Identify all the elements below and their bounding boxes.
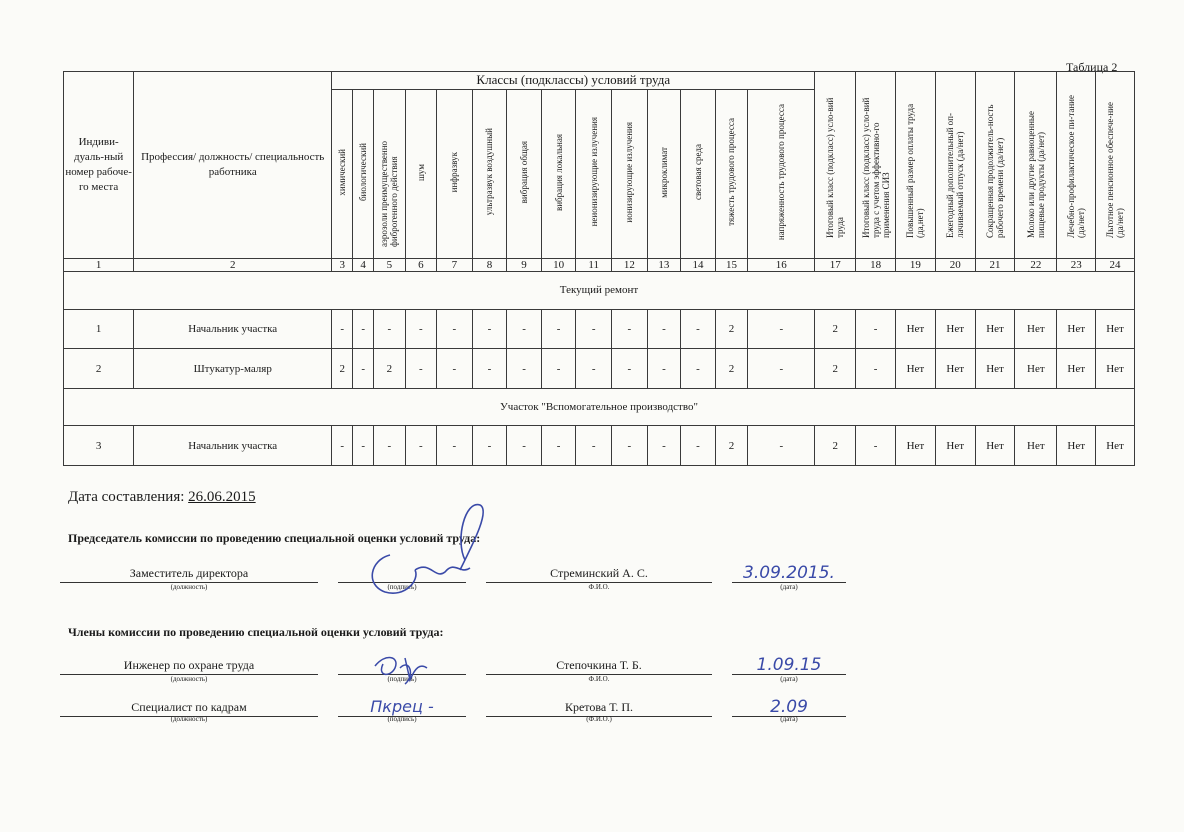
signature-caption: (подпись) bbox=[387, 583, 417, 591]
table-cell: 2 bbox=[332, 349, 353, 389]
table-cell: - bbox=[374, 426, 405, 466]
table-cell: Нет bbox=[1015, 349, 1057, 389]
header-factor: микроклимат bbox=[647, 89, 681, 258]
column-number: 23 bbox=[1057, 258, 1096, 272]
table-cell: 3 bbox=[64, 426, 134, 466]
table-cell: - bbox=[353, 309, 374, 349]
header-factor: аэрозоли преимущественно фиброгенного действия bbox=[374, 89, 405, 258]
table-cell: - bbox=[576, 309, 612, 349]
table-cell: - bbox=[748, 309, 815, 349]
table-row bbox=[64, 426, 1135, 466]
table-cell: Начальник участка bbox=[134, 309, 332, 349]
column-number: 7 bbox=[437, 258, 473, 272]
header-extra-18: Итоговый класс (подкласс) усло-вий труда с учетом эффективно-го применения СИЗ bbox=[856, 72, 896, 259]
compilation-date: Дата составления: 26.06.2015 bbox=[68, 489, 256, 505]
member-date: 1.09.15 bbox=[732, 656, 846, 675]
table-cell: Начальник участка bbox=[134, 426, 332, 466]
header-factor: шум bbox=[405, 89, 436, 258]
date-caption: (дата) bbox=[780, 583, 798, 591]
table-cell: - bbox=[353, 426, 374, 466]
table-cell: - bbox=[472, 349, 507, 389]
section-title: Текущий ремонт bbox=[64, 272, 1135, 310]
table-cell: - bbox=[332, 426, 353, 466]
header-factor: тяжесть трудового процесса bbox=[715, 89, 747, 258]
table-cell: - bbox=[681, 349, 716, 389]
column-number: 9 bbox=[507, 258, 542, 272]
table-cell: Нет bbox=[1096, 309, 1135, 349]
member-position: Инженер по охране труда bbox=[60, 656, 318, 675]
column-number: 1 bbox=[64, 258, 134, 272]
section-row bbox=[64, 272, 1135, 310]
column-number: 19 bbox=[895, 258, 935, 272]
member-name: Кретова Т. П. bbox=[486, 698, 712, 717]
table-cell: - bbox=[405, 426, 436, 466]
date-caption: (дата) bbox=[780, 675, 798, 683]
table-cell: Штукатур-маляр bbox=[134, 349, 332, 389]
table-cell: Нет bbox=[975, 309, 1015, 349]
table-cell: 2 bbox=[715, 426, 747, 466]
table-cell: - bbox=[748, 349, 815, 389]
table-cell: - bbox=[856, 349, 896, 389]
table-cell: - bbox=[541, 426, 576, 466]
column-number: 2 bbox=[134, 258, 332, 272]
table-row bbox=[64, 349, 1135, 389]
column-number: 3 bbox=[332, 258, 353, 272]
name-caption: Ф.И.О. bbox=[588, 675, 610, 683]
column-number: 24 bbox=[1096, 258, 1135, 272]
table-cell: - bbox=[576, 349, 612, 389]
table-cell: - bbox=[374, 309, 405, 349]
column-number: 10 bbox=[541, 258, 576, 272]
name-caption: Ф.И.О. bbox=[588, 583, 610, 591]
table-cell: - bbox=[472, 426, 507, 466]
member-signature-row bbox=[60, 698, 860, 732]
column-number-row bbox=[64, 258, 1135, 272]
header-extra-21: Сокращенная продолжитель-ность рабочего времени (да/нет) bbox=[975, 72, 1015, 259]
column-number: 11 bbox=[576, 258, 612, 272]
column-number: 22 bbox=[1015, 258, 1057, 272]
table-cell: - bbox=[507, 426, 542, 466]
header-workplace-number: Индиви-дуаль-ный номер рабоче-го места bbox=[64, 72, 134, 259]
position-caption: (должность) bbox=[170, 675, 208, 683]
table-cell: - bbox=[405, 309, 436, 349]
section-title: Участок "Вспомогательное производство" bbox=[64, 388, 1135, 426]
position-caption: (должность) bbox=[170, 715, 208, 723]
signature-caption: (подпись) bbox=[387, 675, 417, 683]
column-number: 16 bbox=[748, 258, 815, 272]
table-cell: - bbox=[541, 349, 576, 389]
table-cell: - bbox=[748, 426, 815, 466]
column-number: 4 bbox=[353, 258, 374, 272]
header-factor: ионизирующие излучения bbox=[612, 89, 648, 258]
member-position: Специалист по кадрам bbox=[60, 698, 318, 717]
member-signature-row bbox=[60, 656, 860, 690]
header-profession: Профессия/ должность/ специальность работника bbox=[134, 72, 332, 259]
date-caption: (дата) bbox=[780, 715, 798, 723]
header-factor: биологический bbox=[353, 89, 374, 258]
header-factor: вибрация локальная bbox=[541, 89, 576, 258]
table-cell: 2 bbox=[715, 349, 747, 389]
column-number: 20 bbox=[935, 258, 975, 272]
member-name: Степочкина Т. Б. bbox=[486, 656, 712, 675]
table-cell: - bbox=[612, 309, 648, 349]
column-number: 14 bbox=[681, 258, 716, 272]
table-cell: - bbox=[332, 309, 353, 349]
header-factor: инфразвук bbox=[437, 89, 473, 258]
table-cell: - bbox=[437, 309, 473, 349]
member-signature-scribble bbox=[365, 648, 435, 688]
table-cell: - bbox=[681, 309, 716, 349]
position-caption: (должность) bbox=[170, 583, 208, 591]
signature-caption: (подпись) bbox=[387, 715, 417, 723]
table-cell: - bbox=[507, 309, 542, 349]
member-date: 2.09 bbox=[732, 698, 846, 717]
table-cell: - bbox=[856, 309, 896, 349]
column-number: 17 bbox=[815, 258, 856, 272]
table-cell: - bbox=[612, 426, 648, 466]
section-row bbox=[64, 388, 1135, 426]
table-cell: - bbox=[576, 426, 612, 466]
table-caption: Таблица 2 bbox=[1066, 60, 1118, 74]
table-cell: - bbox=[612, 349, 648, 389]
table-cell: - bbox=[353, 349, 374, 389]
header-extra-19: Повышенный размер оплаты труда (да,нет) bbox=[895, 72, 935, 259]
table-cell: 2 bbox=[374, 349, 405, 389]
chair-title: Председатель комиссии по проведению специальной оценки условий труда: bbox=[68, 531, 481, 545]
table-cell: Нет bbox=[895, 309, 935, 349]
table-cell: Нет bbox=[1015, 426, 1057, 466]
table-cell: Нет bbox=[935, 426, 975, 466]
header-extra-24: Льготное пенсионное обеспече-ние (да/нет) bbox=[1096, 72, 1135, 259]
table-cell: - bbox=[856, 426, 896, 466]
table-cell: - bbox=[647, 426, 681, 466]
working-conditions-table bbox=[63, 71, 1135, 466]
name-caption: (Ф.И.О.) bbox=[586, 715, 612, 723]
header-extra-20: Ежегодный дополнительный оп-лачиваемый отпуск (да/нет) bbox=[935, 72, 975, 259]
table-cell: - bbox=[647, 349, 681, 389]
table-row bbox=[64, 309, 1135, 349]
table-cell: 2 bbox=[815, 309, 856, 349]
table-cell: - bbox=[472, 309, 507, 349]
header-extra-22: Молоко или другие равноценные пищевые продукты (да/нет) bbox=[1015, 72, 1057, 259]
table-cell: Нет bbox=[895, 349, 935, 389]
chair-position: Заместитель директора bbox=[60, 564, 318, 583]
header-extra-17: Итоговый класс (подкласс) усло-вий труда bbox=[815, 72, 856, 259]
table-cell: - bbox=[541, 309, 576, 349]
header-factor: ультразвук воздушный bbox=[472, 89, 507, 258]
table-cell: 2 bbox=[815, 349, 856, 389]
column-number: 13 bbox=[647, 258, 681, 272]
table-cell: Нет bbox=[895, 426, 935, 466]
chair-name: Стреминский А. С. bbox=[486, 564, 712, 583]
table-cell: Нет bbox=[935, 349, 975, 389]
header-conditions-group: Классы (подклассы) условий труда bbox=[332, 72, 815, 90]
members-title: Члены комиссии по проведению специальной оценки условий труда: bbox=[68, 625, 444, 639]
table-cell: - bbox=[507, 349, 542, 389]
column-number: 12 bbox=[612, 258, 648, 272]
table-cell: Нет bbox=[1057, 426, 1096, 466]
header-extra-23: Лечебно-профилактическое пи-тание (да/нет) bbox=[1057, 72, 1096, 259]
column-number: 5 bbox=[374, 258, 405, 272]
header-factor: неионизирующие излучения bbox=[576, 89, 612, 258]
table-cell: - bbox=[437, 349, 473, 389]
chair-date: 3.09.2015. bbox=[732, 564, 846, 583]
column-number: 6 bbox=[405, 258, 436, 272]
column-number: 18 bbox=[856, 258, 896, 272]
table-cell: Нет bbox=[935, 309, 975, 349]
chair-signature-scribble bbox=[360, 500, 490, 610]
table-cell: - bbox=[437, 426, 473, 466]
table-cell: Нет bbox=[1057, 349, 1096, 389]
table-cell: - bbox=[405, 349, 436, 389]
member-signature: Пкрец - bbox=[338, 698, 466, 717]
table-cell: Нет bbox=[975, 426, 1015, 466]
column-number: 15 bbox=[715, 258, 747, 272]
table-cell: 1 bbox=[64, 309, 134, 349]
header-factor: вибрация общая bbox=[507, 89, 542, 258]
table-cell: Нет bbox=[1096, 426, 1135, 466]
header-factor: световая среда bbox=[681, 89, 716, 258]
table-cell: - bbox=[681, 426, 716, 466]
table-cell: Нет bbox=[1096, 349, 1135, 389]
table-cell: Нет bbox=[1057, 309, 1096, 349]
table-cell: Нет bbox=[1015, 309, 1057, 349]
column-number: 8 bbox=[472, 258, 507, 272]
table-cell: - bbox=[647, 309, 681, 349]
table-cell: 2 bbox=[815, 426, 856, 466]
table-cell: 2 bbox=[64, 349, 134, 389]
table-cell: Нет bbox=[975, 349, 1015, 389]
header-factor: химический bbox=[332, 89, 353, 258]
column-number: 21 bbox=[975, 258, 1015, 272]
header-factor: напряженность трудового процесса bbox=[748, 89, 815, 258]
table-cell: 2 bbox=[715, 309, 747, 349]
